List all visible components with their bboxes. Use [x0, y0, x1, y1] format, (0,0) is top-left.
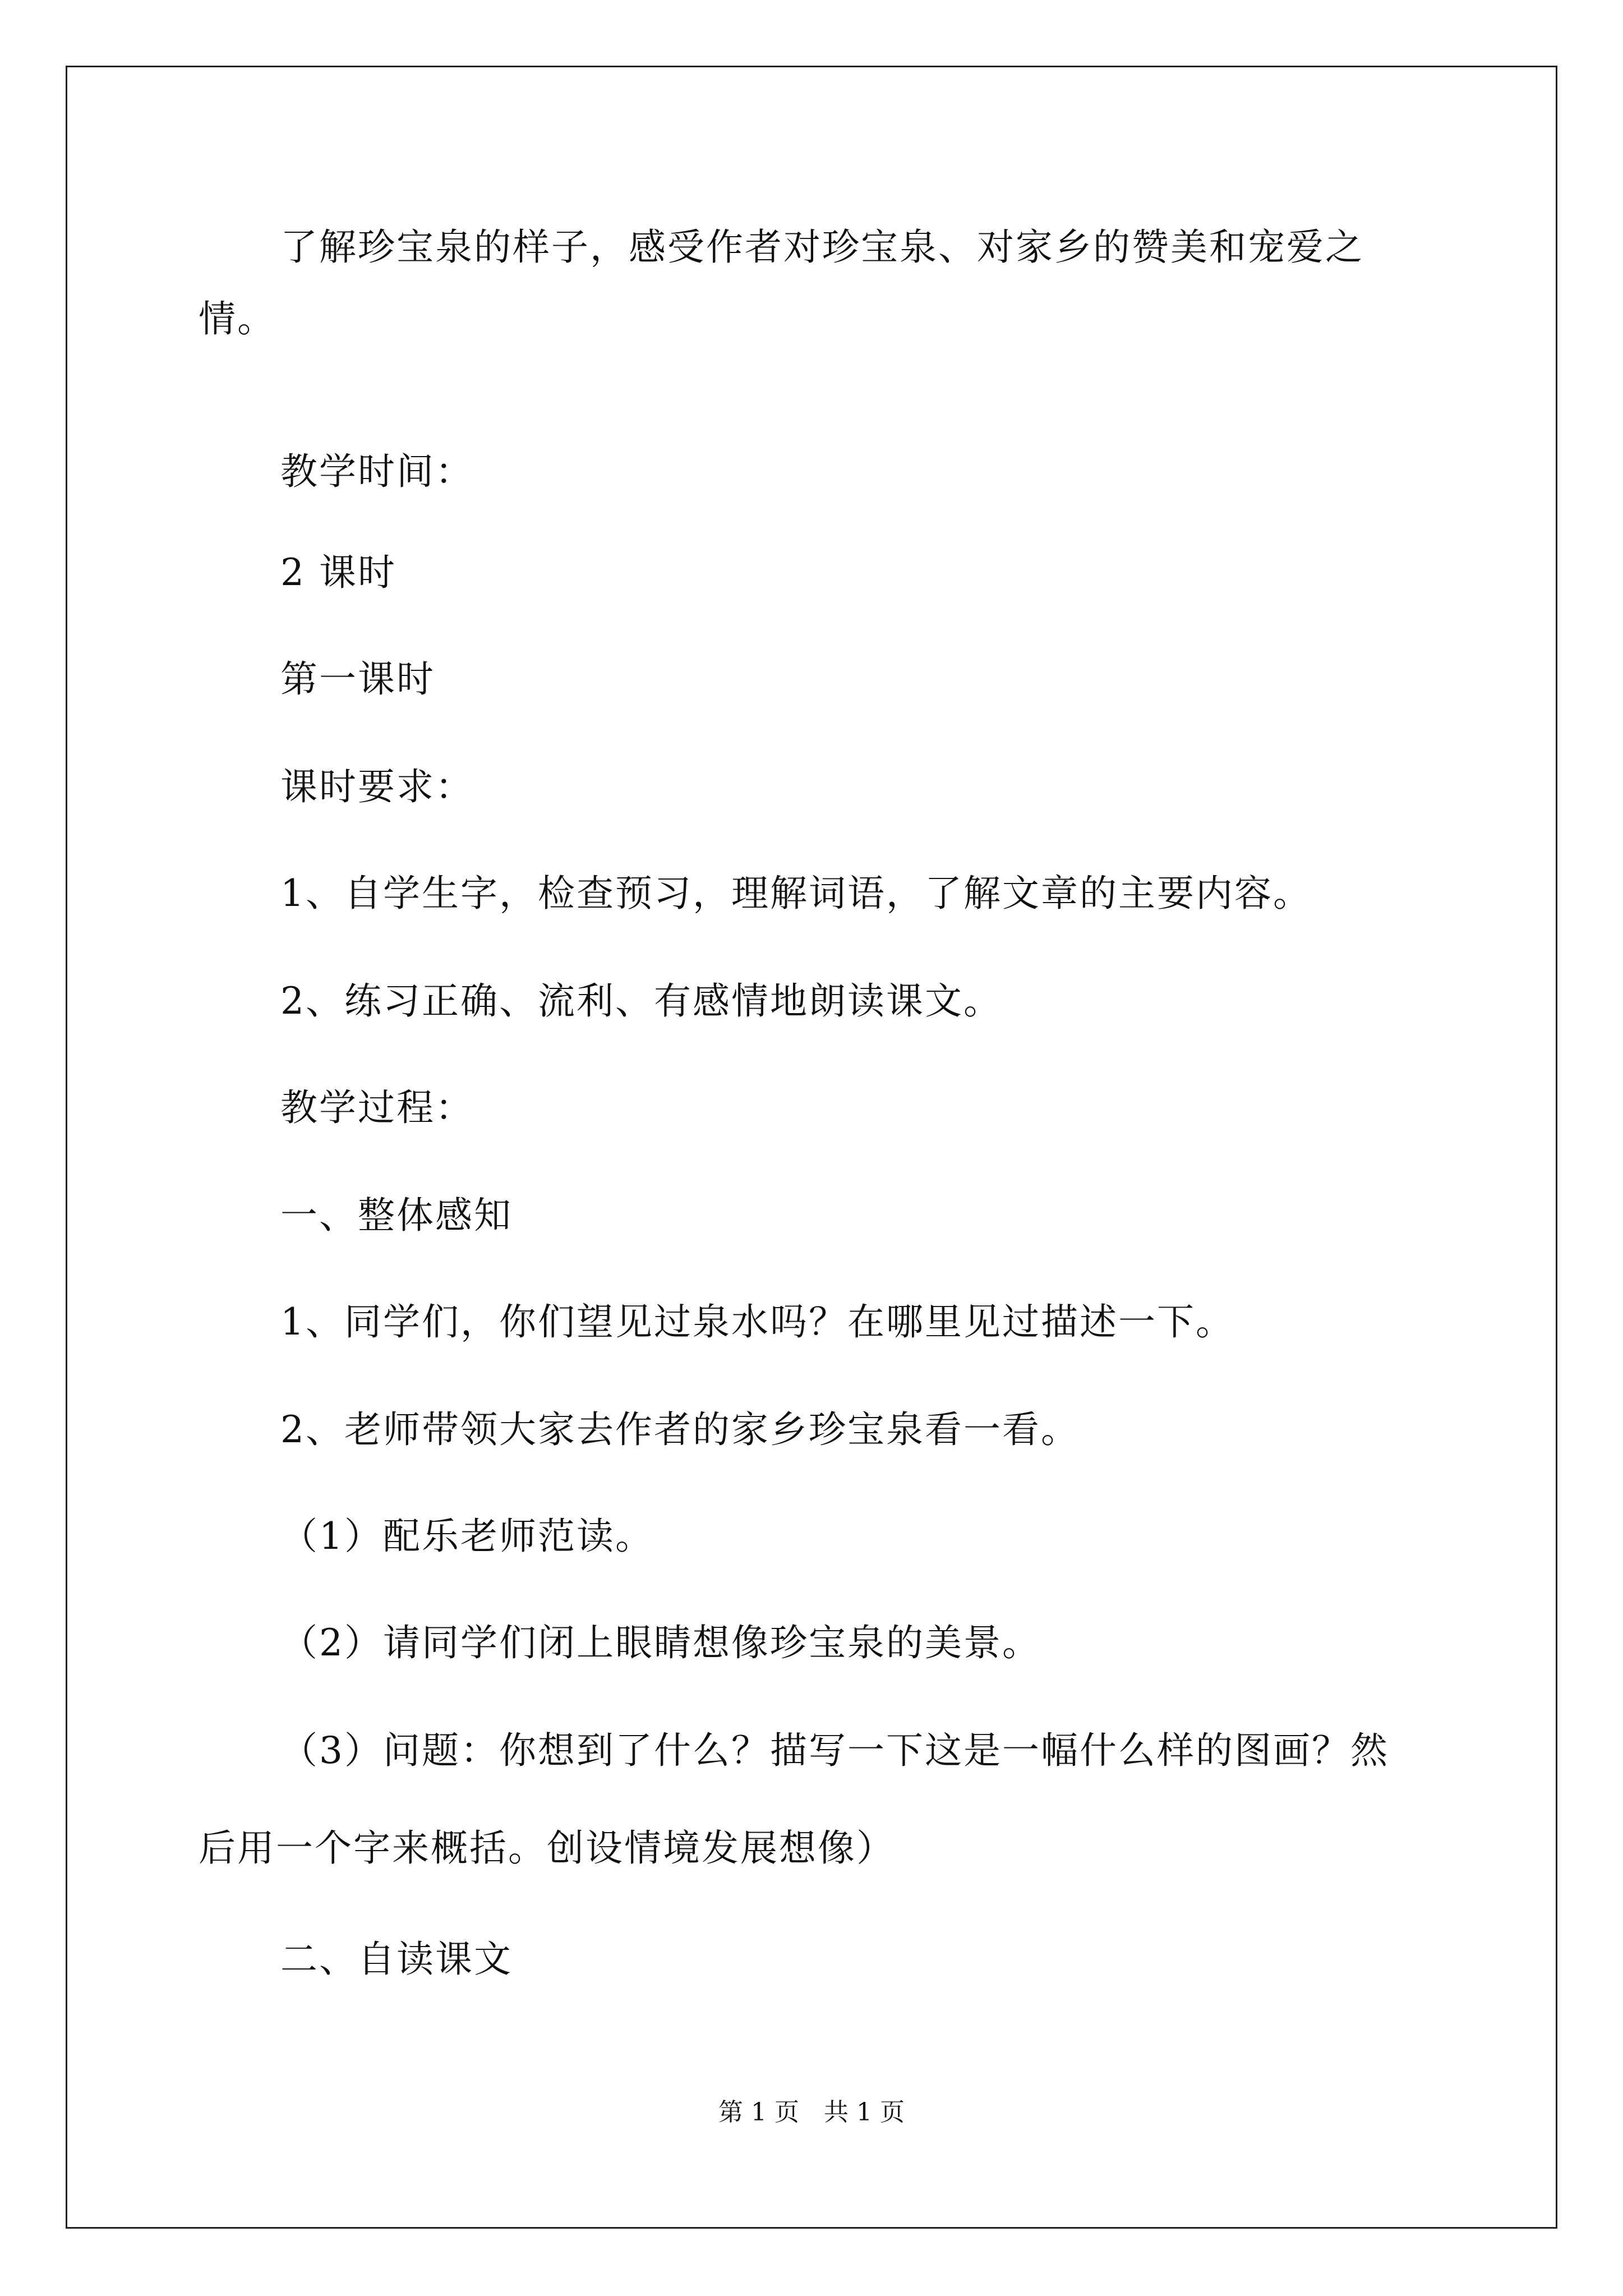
- text-line-7: 1、自学生字，检查预习，理解词语，了解文章的主要内容。: [280, 872, 1312, 915]
- text-line-4: 2 课时: [280, 551, 396, 594]
- text-line-16: 后用一个字来概括。创设情境发展想像）: [199, 1826, 895, 1870]
- text-line-11: 1、同学们，你们望见过泉水吗？在哪里见过描述一下。: [280, 1300, 1234, 1343]
- text-line-6: 课时要求：: [280, 765, 474, 808]
- text-line-3: 教学时间：: [280, 450, 474, 493]
- text-line-17: 二、自读课文: [280, 1938, 513, 1981]
- text-line-14: （2）请同学们闭上眼睛想像珍宝泉的美景。: [280, 1621, 1041, 1664]
- text-line-12: 2、老师带领大家去作者的家乡珍宝泉看一看。: [280, 1408, 1080, 1451]
- text-line-15: （3）问题：你想到了什么？描写一下这是一幅什么样的图画？然: [280, 1729, 1389, 1772]
- text-line-13: （1）配乐老师范读。: [280, 1515, 654, 1558]
- text-line-1: 了解珍宝泉的样子，感受作者对珍宝泉、对家乡的赞美和宠爱之: [280, 226, 1364, 269]
- text-line-5: 第一课时: [280, 657, 435, 701]
- text-line-8: 2、练习正确、流利、有感情地朗读课文。: [280, 979, 1002, 1023]
- page-footer: 第 1 页 共 1 页: [718, 2098, 905, 2127]
- text-line-10: 一、整体感知: [280, 1194, 513, 1237]
- text-line-9: 教学过程：: [280, 1086, 474, 1129]
- page-border: [66, 66, 1557, 2229]
- text-line-2: 情。: [199, 297, 276, 341]
